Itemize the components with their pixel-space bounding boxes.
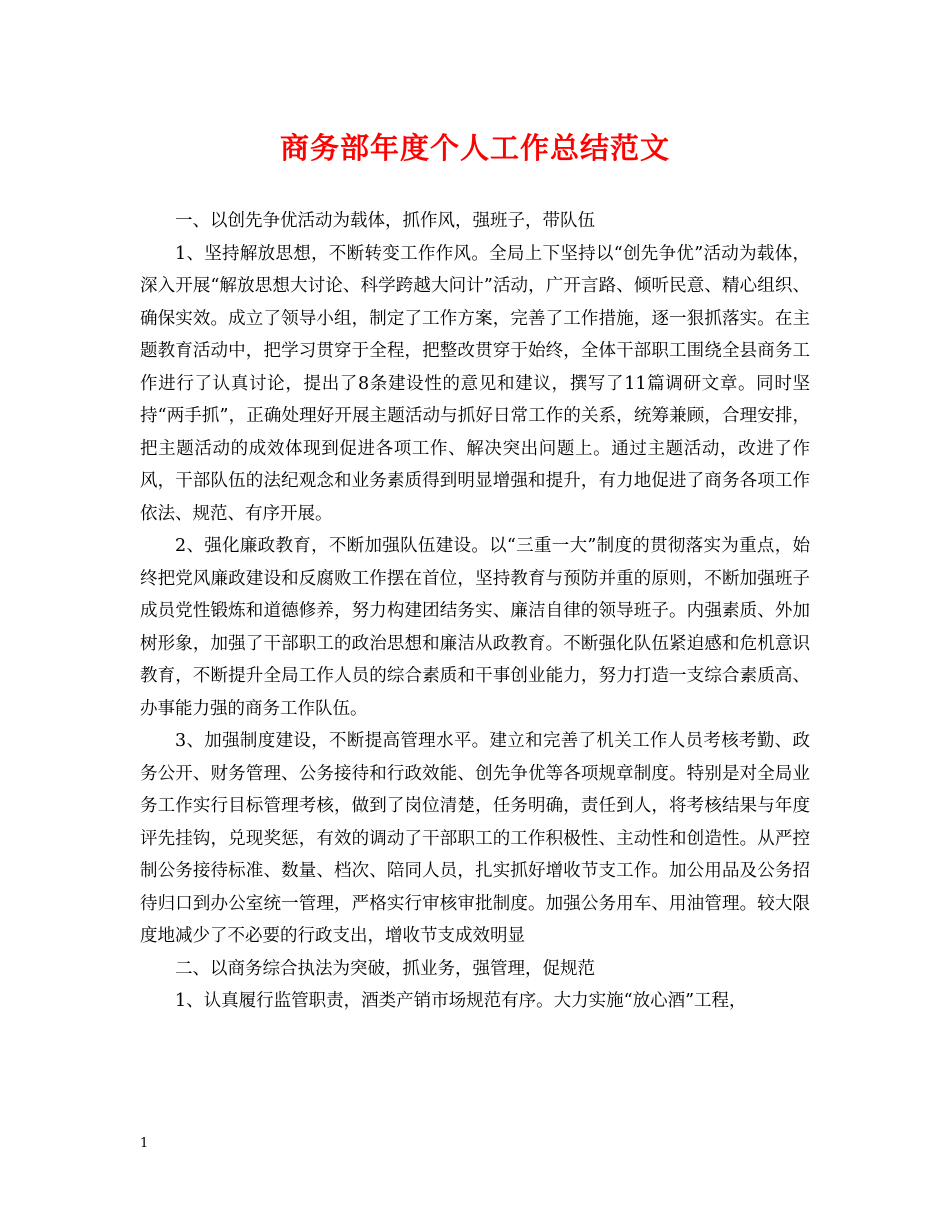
page-number: 1: [140, 1136, 149, 1151]
document-body: [140, 205, 810, 1018]
document-title: 商务部年度个人工作总结范文: [279, 131, 670, 165]
paragraph-1-3: 3、加强制度建设，不断提高管理水平。建立和完善了机关工作人员考核考勤、政务公开、财务管理、公务接待和行政效能、创先争优等各项规章制度。特别是对全局业务工作实行目标管理考核，做到了岗位清楚，任务明确，责任到人，将考核结果与年度评先挂钩，兑现奖惩，有效的调动了干部职工的工作积极性、主动性和创造性。从严控制公务接待标准、数量、档次、陪同人员，扎实抓好增收节支工作。加公用品及公务招待归口到办公室统一管理，严格实行审核审批制度。加强公务用车、用油管理。较大限度地减少了不必要的行政支出，增收节支成效明显: [140, 731, 810, 946]
section-heading-1: 一、以创先争优活动为载体，抓作风，强班子，带队伍: [175, 211, 595, 231]
section-heading-2: 二、以商务综合执法为突破，抓业务，强管理，促规范: [175, 958, 595, 979]
paragraph-2-1: 1、认真履行监管职责，酒类产销市场规范有序。大力实施“放心酒”工程，: [175, 991, 747, 1011]
paragraph-1-2: 2、强化廉政教育，不断加强队伍建设。以“三重一大”制度的贯彻落实为重点，始终把党风廉政建设和反腐败工作摆在首位，坚持教育与预防并重的原则，不断加强班子成员党性锻炼和道德修养，努力构建团结务实、廉洁自律的领导班子。内强素质、外加树形象，加强了干部职工的政治思想和廉洁从政教育。不断强化队伍紧迫感和危机意识教育，不断提升全局工作人员的综合素质和干事创业能力，努力打造一支综合素质高、办事能力强的商务工作队伍。: [140, 536, 810, 719]
paragraph-1-1: 1、坚持解放思想，不断转变工作作风。全局上下坚持以“创先争优”活动为载体，深入开展“解放思想大讨论、科学跨越大问计”活动，广开言路、倾听民意、精心组织、确保实效。成立了领导小组，制定了工作方案，完善了工作措施，逐一狠抓落实。在主题教育活动中，把学习贯穿于全程，把整改贯穿于始终，全体干部职工围绕全县商务工作进行了认真讨论，提出了8条建设性的意见和建议，撰写了11篇调研文章。同时坚持“两手抓”，正确处理好开展主题活动与抓好日常工作的关系，统筹兼顾，合理安排，把主题活动的成效体现到促进各项工作、解决突出问题上。通过主题活动，改进了作风，干部队伍的法纪观念和业务素质得到明显增强和提升，有力地促进了商务各项工作依法、规范、有序开展。: [140, 243, 810, 524]
